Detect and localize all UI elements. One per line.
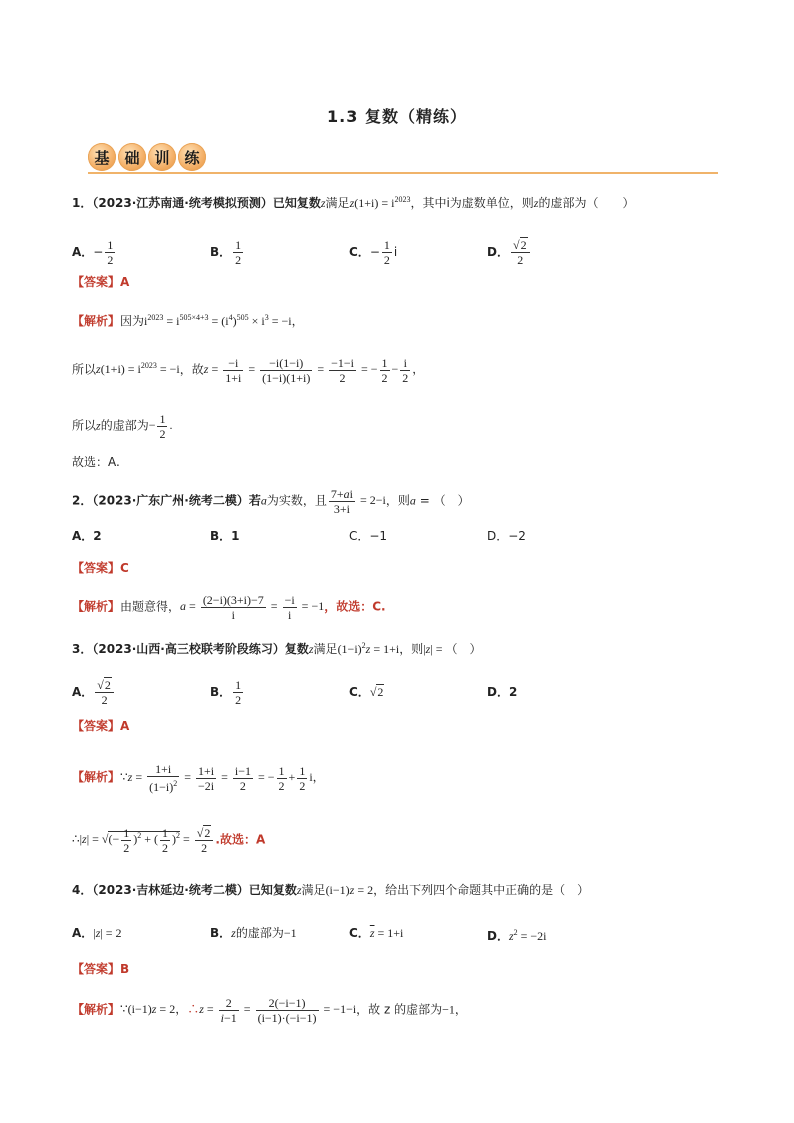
q1-stem: 1．（2023·江苏南通·统考模拟预测）已知复数z满足$z(1+i) = i^{2023}$，其中i为虚数单位，则z的虚部为（ ）	[72, 195, 635, 210]
section-banner	[88, 140, 208, 174]
q3-answer: 【答案】A	[72, 719, 130, 733]
q2-stem: 2．（2023·广东广州·统考二模）若a为实数，且 $\frac{7+ai}{3+i}$ = 2−i，则a = （ ）	[72, 487, 470, 516]
banner-divider	[88, 172, 718, 174]
q3-stem: 3．（2023·山西·高三校联考阶段练习）复数z满足$(1-i)^2z = 1+i$，则|z| = （ ）	[72, 641, 482, 656]
q4-solution: 【解析】∵(i−1)z = 2，∴z = $\frac{2}{i-1}$ = $\frac{2(-i-1)}{(i-1)\cdot(-i-1)}$ = −1−i，故 z 的虚部为−1，	[72, 996, 467, 1025]
q1-options: A．− $\frac{1}{2}$ B． $\frac{1}{2}$ C．− $\frac{1}{2}$ i D． $\frac{√2}{2}$	[72, 232, 732, 262]
banner-char-1: 基	[88, 143, 116, 171]
q1-solution-2: 所以$z(1+i) = i^{2023} = -i$，故z = $\frac{-i}{1+i}$ = $\frac{-i(1-i)}{(1-i)(1+i)}$ = $\frac{-1-i}{2}$ = − $\frac{1}{2}$ − $\frac{i}{2}$ ，	[72, 356, 425, 385]
q3-solution-2: ∴|z| = √(− $\frac{1}{2}$ )$^2$ + ( $\frac{1}{2}$ )$^2$ = $\frac{√2}{2}$ .故选：A	[72, 826, 266, 855]
q2-answer: 【答案】C	[72, 561, 129, 575]
q4-answer: 【答案】B	[72, 962, 130, 976]
q1-solution-3: 所以z的虚部为− $\frac{1}{2}$ .	[72, 412, 173, 441]
q3-options: A． $\frac{√2}{2}$ B． $\frac{1}{2}$ C．√2 D．2	[72, 678, 518, 707]
q3-solution-1: 【解析】∵z = $\frac{1+i}{(1-i)^2}$ = $\frac{1+i}{-2i}$ = $\frac{i-1}{2}$ = − $\frac{1}{2}$ + $\frac{1}{2}$ i，	[72, 762, 325, 794]
banner-char-2: 础	[118, 143, 146, 171]
q4-stem: 4．（2023·吉林延边·统考二模）已知复数z满足(i−1)z = 2，给出下列四个命题其中正确的是（ ）	[72, 883, 590, 897]
q1-answer: 【答案】A	[72, 275, 130, 289]
q1-solution-4: 故选：A.	[72, 455, 120, 469]
banner-char-4: 练	[178, 143, 206, 171]
banner-char-3: 训	[148, 143, 176, 171]
page-title: 1.3 复数（精练）	[327, 107, 467, 126]
q2-solution: 【解析】由题意得，a = $\frac{(2-i)(3+i)-7}{i}$ = $\frac{-i}{i}$ = −1，故选：C.	[72, 593, 386, 622]
q1-solution-1: 【解析】因为$i^{2023} = i^{505\times 4+3} = (i^4)^{505} \times i^3 = -i$，	[72, 313, 304, 328]
